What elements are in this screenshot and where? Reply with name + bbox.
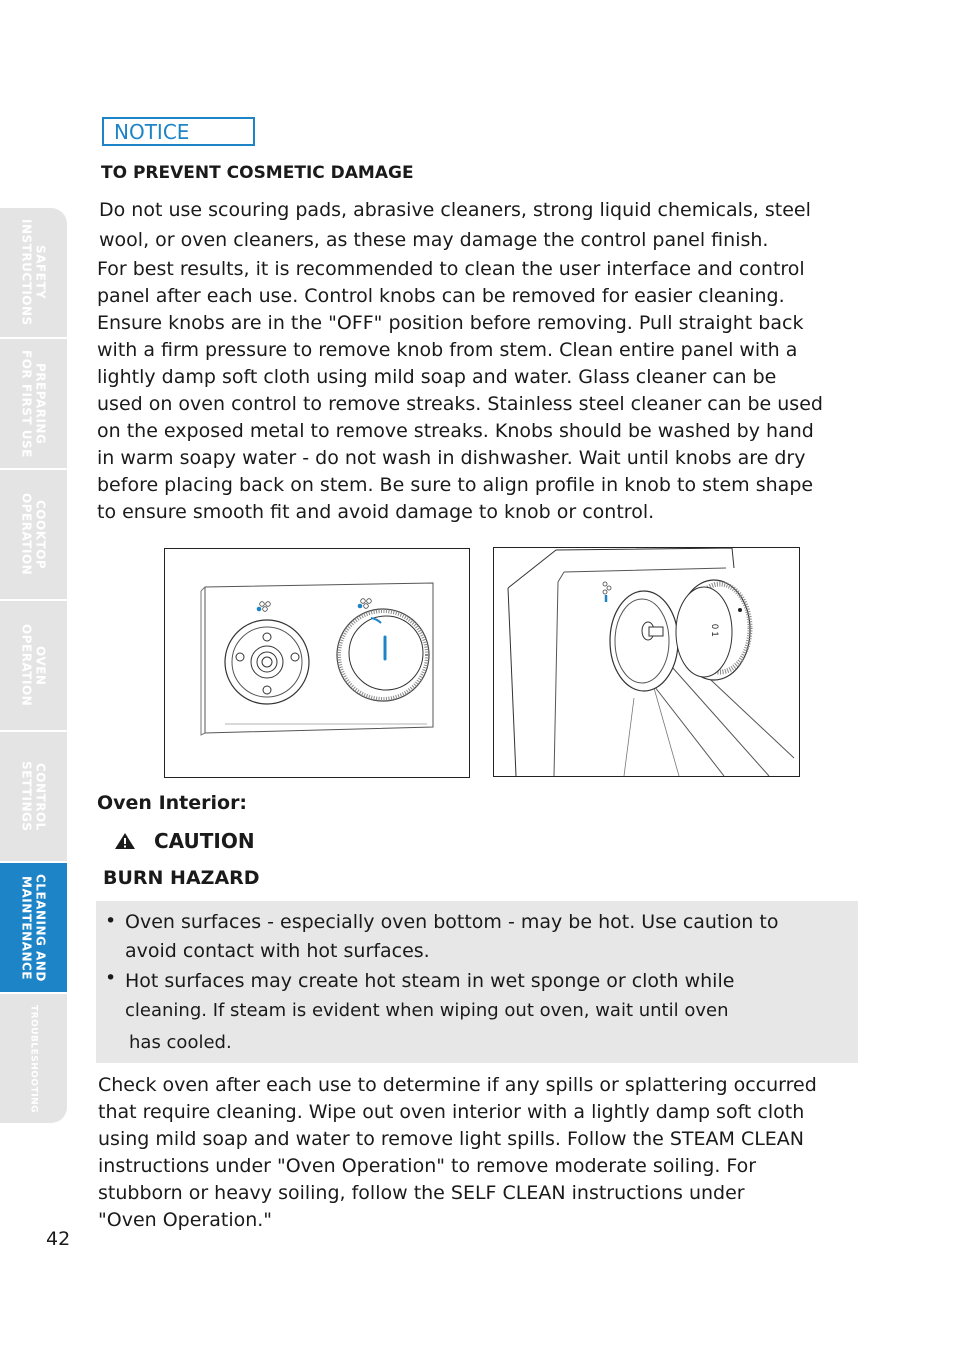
hazard-bullet-line: Oven surfaces - especially oven bottom - may be hot. Use caution to xyxy=(125,911,779,933)
notice-heading: TO PREVENT COSMETIC DAMAGE xyxy=(101,163,414,183)
paragraph-line: panel after each use. Control knobs can be removed for easier cleaning. xyxy=(97,285,785,307)
sidebar-tab-troubleshooting[interactable] xyxy=(0,994,67,1123)
knob-stem-icon xyxy=(225,602,309,704)
knob-icon xyxy=(337,599,429,701)
paragraph-line: stubborn or heavy soiling, follow the SELF CLEAN instructions under xyxy=(98,1182,745,1204)
knob-icon xyxy=(676,580,750,680)
knob-front-illustration xyxy=(164,548,470,778)
hazard-bullet-line: avoid contact with hot surfaces. xyxy=(125,940,430,962)
notice-warning-line: Do not use scouring pads, abrasive cleaners, strong liquid chemicals, steel xyxy=(99,199,811,221)
paragraph-line: Check oven after each use to determine if any spills or splattering occurred xyxy=(98,1074,817,1096)
bullet-icon: • xyxy=(105,967,117,989)
paragraph-line: used on oven control to remove streaks. Stainless steel cleaner can be used xyxy=(97,393,823,415)
paragraph-line: "Oven Operation." xyxy=(98,1209,273,1231)
caution-banner xyxy=(114,829,255,853)
paragraph-line: on the exposed metal to remove streaks. Knobs should be washed by hand xyxy=(97,420,814,442)
hazard-bullet-line: cleaning. If steam is evident when wiping out oven, wait until oven xyxy=(125,1000,729,1021)
warning-triangle-icon xyxy=(114,832,136,850)
knob-front-drawing xyxy=(165,549,469,777)
knob-removal-drawing xyxy=(494,548,799,776)
sidebar-tab-label: PREPARING FOR FIRST USE xyxy=(19,349,48,458)
paragraph-line: instructions under "Oven Operation" to remove moderate soiling. For xyxy=(98,1155,757,1177)
caution-label: CAUTION xyxy=(154,829,255,853)
paragraph-line: with a firm pressure to remove knob from stem. Clean entire panel with a xyxy=(97,339,798,361)
paragraph-line: lightly damp soft cloth using mild soap and water. Glass cleaner can be xyxy=(97,366,777,388)
sidebar-tab-cooktop-operation[interactable] xyxy=(0,470,67,599)
sidebar-tab-label: SAFETY INSTRUCTIONS xyxy=(19,219,48,326)
oven-interior-heading: Oven Interior: xyxy=(97,792,248,814)
sidebar-tab-safety-instructions[interactable] xyxy=(0,208,67,337)
sidebar-tab-oven-operation[interactable] xyxy=(0,601,67,730)
knob-removal-illustration xyxy=(493,547,800,777)
hazard-bullet-line: has cooled. xyxy=(129,1032,232,1053)
notice-label: NOTICE xyxy=(102,117,255,146)
paragraph-line: before placing back on stem. Be sure to align profile in knob to stem shape xyxy=(97,474,814,496)
page-number: 42 xyxy=(46,1228,71,1250)
paragraph-line: For best results, it is recommended to clean the user interface and control xyxy=(97,258,805,280)
paragraph-line: using mild soap and water to remove light spills. Follow the STEAM CLEAN xyxy=(98,1128,805,1150)
sidebar-tab-label: CLEANING AND MAINTENANCE xyxy=(19,873,48,982)
knob-marking-label: 0 1 xyxy=(710,624,720,637)
paragraph-line: that require cleaning. Wipe out oven interior with a lightly damp soft cloth xyxy=(98,1101,805,1123)
sidebar-tab-label: TROUBLESHOOTING xyxy=(28,1004,39,1113)
burn-hazard-panel xyxy=(96,901,858,1063)
sidebar-tab-preparing-for-first-use[interactable] xyxy=(0,339,67,468)
sidebar-tab-cleaning-and-maintenance[interactable] xyxy=(0,863,67,992)
notice-warning-line: wool, or oven cleaners, as these may damage the control panel finish. xyxy=(99,229,769,251)
bullet-icon: • xyxy=(105,910,117,932)
paragraph-line: Ensure knobs are in the "OFF" position before removing. Pull straight back xyxy=(97,312,804,334)
sidebar-tab-label: COOKTOP OPERATION xyxy=(19,493,48,576)
paragraph-line: to ensure smooth fit and avoid damage to knob or control. xyxy=(97,501,655,523)
burn-hazard-title: BURN HAZARD xyxy=(103,867,260,889)
sidebar-tab-label: CONTROL SETTINGS xyxy=(19,761,48,832)
control-panel-paragraph xyxy=(97,256,823,526)
paragraph-line: in warm soapy water - do not wash in dishwasher. Wait until knobs are dry xyxy=(97,447,806,469)
sidebar-tab-control-settings[interactable] xyxy=(0,732,67,861)
sidebar-tab-label: OVEN OPERATION xyxy=(19,624,48,707)
oven-interior-paragraph xyxy=(98,1072,817,1234)
hazard-bullet-line: Hot surfaces may create hot steam in wet sponge or cloth while xyxy=(125,970,735,992)
knob-stem-icon xyxy=(603,582,678,691)
